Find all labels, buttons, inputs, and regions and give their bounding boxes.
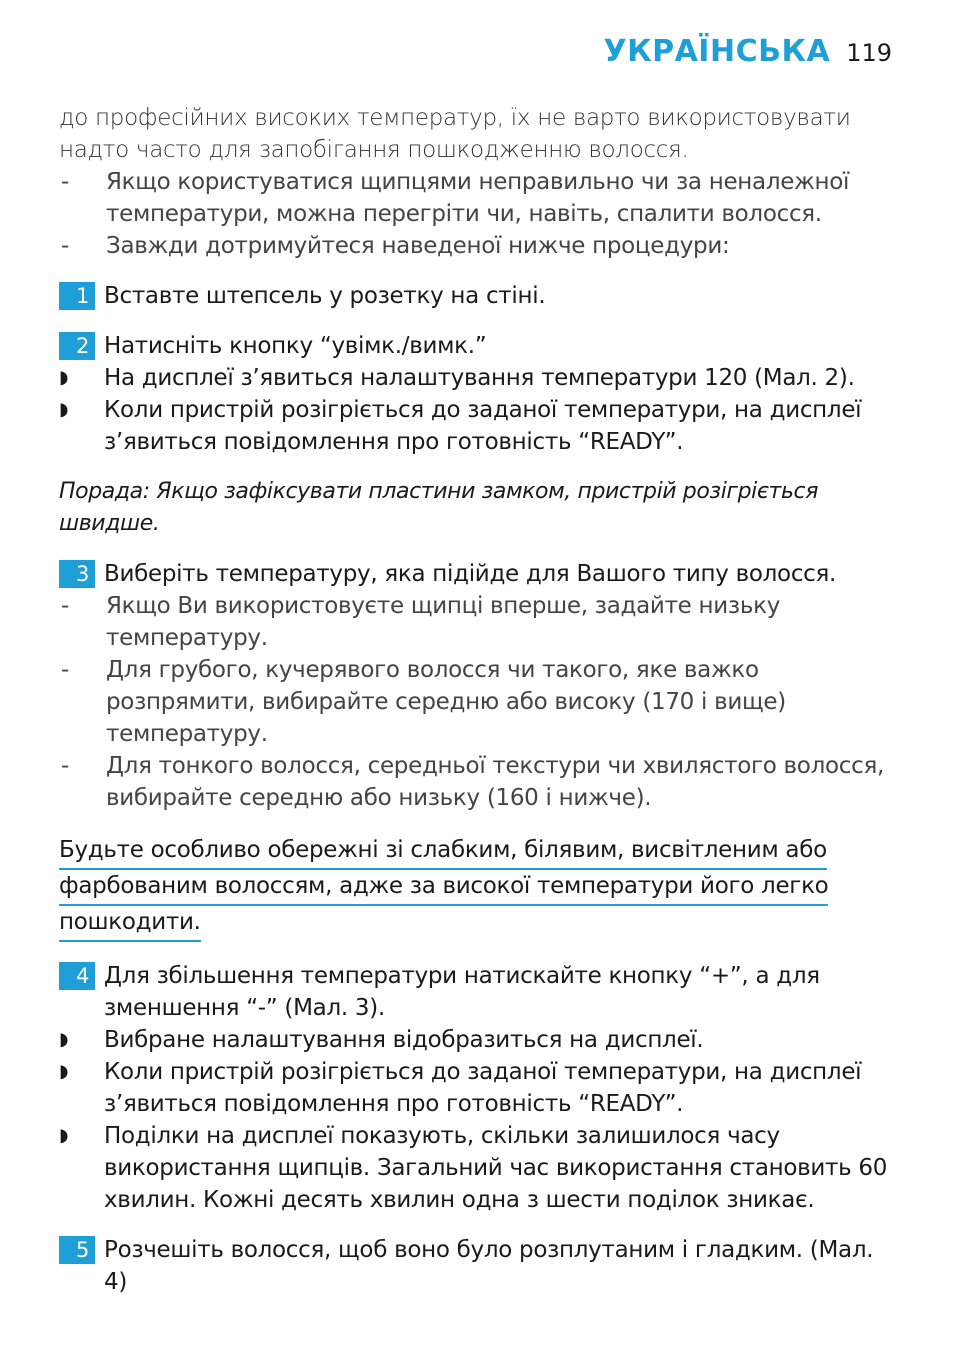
bullet-marker-icon: ◗: [59, 367, 69, 388]
step-number-badge: 3: [59, 560, 95, 588]
bullet-marker-icon: ◗: [59, 1061, 69, 1082]
list-item: ◗ Вибране налаштування відобразиться на дисплеї.: [59, 1024, 889, 1056]
list-item: ◗ Коли пристрій розігріється до заданої температури, на дисплеї з’явиться повідомлення про готовність “READY”.: [59, 1056, 889, 1120]
step-number-badge: 1: [59, 282, 95, 310]
dash-marker: -: [61, 169, 69, 195]
manual-content: [59, 102, 889, 1298]
warning-line: пошкодити.: [59, 906, 201, 942]
dash-marker: -: [61, 753, 69, 779]
list-item: - Якщо Ви використовуєте щипці вперше, задайте низьку температуру.: [59, 590, 889, 654]
dash-marker: -: [61, 657, 69, 683]
list-item: ◗ Коли пристрій розігріється до заданої температури, на дисплеї з’явиться повідомлення про готовність “READY”.: [59, 394, 889, 458]
bullet-marker-icon: ◗: [59, 399, 69, 420]
warning-block: [59, 834, 889, 942]
step-4: 4 Для збільшення температури натискайте кнопку “+”, а для зменшення “-” (Мал. 3).: [59, 960, 889, 1024]
step-2: 2 Натисніть кнопку “увімк./вимк.”: [59, 330, 889, 362]
intro-paragraph: до професійних високих температур, їх не варто використовувати надто часто для запобігання пошкодженню волосся.: [59, 105, 851, 163]
list-item: - Завжди дотримуйтеся наведеної нижче процедури:: [59, 230, 889, 262]
dash-marker: -: [61, 593, 69, 619]
list-item: - Для тонкого волосся, середньої текстури чи хвилястого волосся, вибирайте середню або низьку (160 і нижче).: [59, 750, 889, 814]
list-item: - Якщо користуватися щипцями неправильно чи за неналежної температури, можна перегріти чи, навіть, спалити волосся.: [59, 166, 889, 230]
page-header: [603, 34, 892, 69]
warning-line: фарбованим волоссям, адже за високої температури його легко: [59, 870, 828, 906]
step-number-badge: 5: [59, 1236, 95, 1264]
step-3: 3 Виберіть температуру, яка підійде для Вашого типу волосся.: [59, 558, 889, 590]
step-1: 1 Вставте штепсель у розетку на стіні.: [59, 280, 889, 312]
page-number: 119: [846, 39, 892, 67]
warning-line: Будьте особливо обережні зі слабким, білявим, висвітленим або: [59, 834, 827, 870]
tip-note: Порада: Якщо зафіксувати пластини замком, пристрій розігріється швидше.: [59, 479, 819, 536]
language-title: УКРАЇНСЬКА: [603, 34, 831, 69]
list-item: - Для грубого, кучерявого волосся чи такого, яке важко розпрямити, вибирайте середню або високу (170 і вище) температуру.: [59, 654, 889, 750]
bullet-marker-icon: ◗: [59, 1125, 69, 1146]
step-5: 5 Розчешіть волосся, щоб воно було розплутаним і гладким. (Мал. 4): [59, 1234, 889, 1298]
dash-marker: -: [61, 233, 69, 259]
list-item: ◗ Поділки на дисплеї показують, скільки залишилося часу використання щипців. Загальний час використання становить 60 хвилин. Кожні десять хвилин одна з шести поділок зникає.: [59, 1120, 889, 1216]
bullet-marker-icon: ◗: [59, 1029, 69, 1050]
step-number-badge: 2: [59, 332, 95, 360]
step-number-badge: 4: [59, 962, 95, 990]
list-item: ◗ На дисплеї з’явиться налаштування температури 120 (Мал. 2).: [59, 362, 889, 394]
